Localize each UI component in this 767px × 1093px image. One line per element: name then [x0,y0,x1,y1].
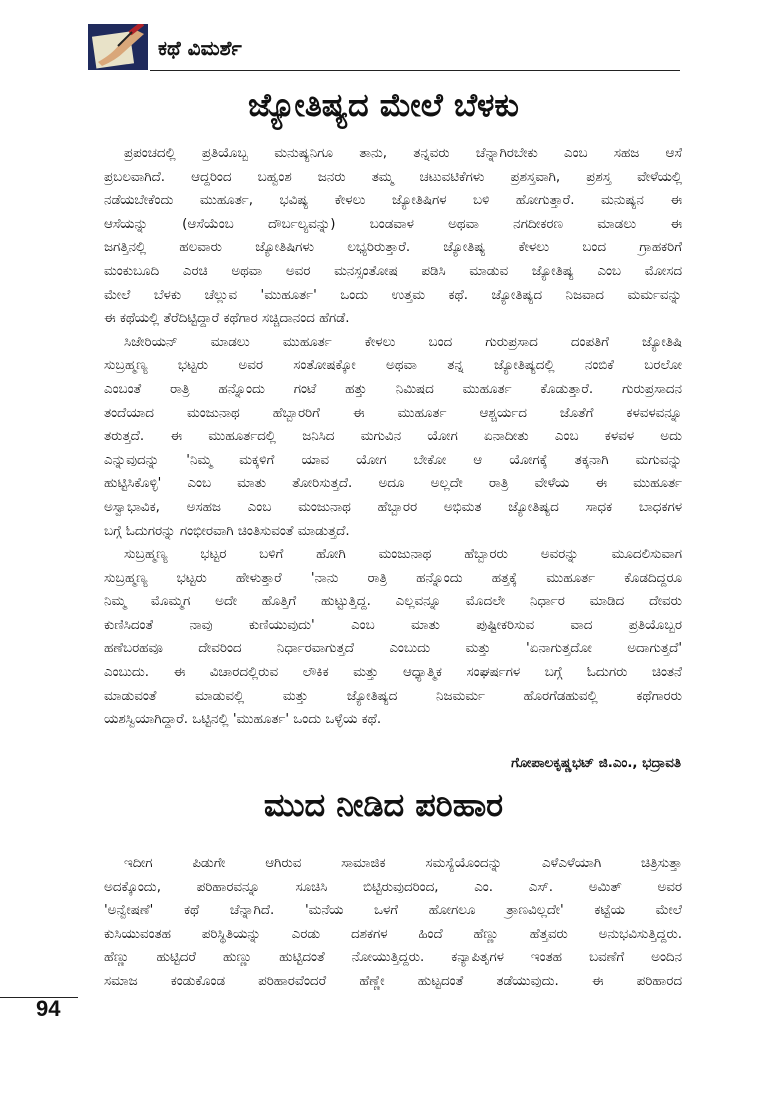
text-line: ಕುಣಿಸಿದಂತೆ ನಾವು ಕುಣಿಯುವುದು' ಎಂಬ ಮಾತು ಪುಷ್ಟೀಕರಿಸುವ ವಾದ ಪ್ರತಿಯೊಬ್ಬರ [104,617,682,633]
page-header [88,24,680,74]
text-line: ನಿಮ್ಮ ಮೊಮ್ಮಗ ಅದೇ ಹೊತ್ತಿಗೆ ಹುಟ್ಟುತ್ತಿದ್ದ. ಎಲ್ಲವನ್ನೂ ಮೊದಲೇ ನಿರ್ಧಾರ ಮಾಡಿದ ದೇವರು [104,594,682,610]
text-line: ಬಗ್ಗೆ ಓದುಗರನ್ನು ಗಂಭೀರವಾಗಿ ಚಿಂತಿಸುವಂತೆ ಮಾಡುತ್ತದೆ. [104,523,350,539]
text-line: 'ಅನ್ವೇಷಣೆ' ಕಥೆ ಚೆನ್ನಾಗಿದೆ. 'ಮನೆಯ ಒಳಗೆ ಹೋಗಲೂ ತ್ರಾಣವಿಲ್ಲದೇ' ಕಟ್ಟೆಯ ಮೇಲೆ [104,903,682,919]
article-title: ಜ್ಯೋತಿಷ್ಯದ ಮೇಲೆ ಬೆಳಕು [248,86,519,124]
text-line: ಸುಬ್ರಹ್ಮಣ್ಯ ಭಟ್ಟರು ಹೇಳುತ್ತಾರೆ 'ನಾನು ರಾತ್ರಿ ಹನ್ನೊಂದು ಹತ್ತಕ್ಕೆ ಮುಹೂರ್ತ ಕೊಡದಿದ್ದರೂ [104,570,682,586]
article-body [104,142,682,732]
text-line: ಮಂಕುಬೂದಿ ಎರಚಿ ಅಥವಾ ಅವರ ಮನಸ್ಸಂತೋಷ ಪಡಿಸಿ ಮಾಡುವ ಜ್ಯೋತಿಷ್ಯ ಎಂಬ ಮೋಸದ [104,263,682,279]
text-line: ಸುಬ್ರಹ್ಮಣ್ಯ ಭಟ್ಟರು ಅವರ ಸಂತೋಷಕ್ಕೋ ಅಥವಾ ತನ್ನ ಜ್ಯೋತಿಷ್ಯದಲ್ಲಿ ನಂಬಿಕೆ ಬರಲೋ [104,358,682,374]
text-line: ಮಾಡುವಂತೆ ಮಾಡುವಲ್ಲಿ ಮತ್ತು ಜ್ಯೋತಿಷ್ಯದ ನಿಜಮರ್ಮ ಹೊರಗೆಡಹುವಲ್ಲಿ ಕಥೆಗಾರರು [104,688,682,704]
text-line: ತರುತ್ತದೆ. ಈ ಮುಹೂರ್ತದಲ್ಲಿ ಜನಿಸಿದ ಮಗುವಿನ ಯೋಗ ಏನಾದೀತು ಎಂಬ ಕಳವಳ ಅದು [104,429,682,445]
text-line: ಈ ಕಥೆಯಲ್ಲಿ ತೆರೆದಿಟ್ಟಿದ್ದಾರೆ ಕಥೆಗಾರ ಸಚ್ಚಿದಾನಂದ ಹೆಗಡೆ. [104,311,350,327]
text-line: ಕುಸಿಯುವಂತಹ ಪರಿಸ್ಥಿತಿಯನ್ನು ಎರಡು ದಶಕಗಳ ಹಿಂದೆ ಹೆಣ್ಣು ಹೆತ್ತವರು ಅನುಭವಿಸುತ್ತಿದ್ದರು. [104,926,682,942]
text-line: ನಡೆಯಬೇಕೆಂದು ಮುಹೂರ್ತ, ಭವಿಷ್ಯ ಕೇಳಲು ಜ್ಯೋತಿಷಿಗಳ ಬಳಿ ಹೋಗುತ್ತಾರೆ. ಮನುಷ್ಯನ ಈ [104,193,682,209]
writing-hand-icon [88,24,148,70]
text-line: ಪ್ರಪಂಚದಲ್ಲಿ ಪ್ರತಿಯೊಬ್ಬ ಮನುಷ್ಯನಿಗೂ ತಾನು, ತನ್ನವರು ಚೆನ್ನಾಗಿರಬೇಕು ಎಂಬ ಸಹಜ ಆಸೆ [124,146,682,161]
text-line: ಸಮಾಜ ಕಂಡುಕೊಂಡ ಪರಿಹಾರವೆಂದರೆ ಹೆಣ್ಣೇ ಹುಟ್ಟದಂತೆ ತಡೆಯುವುದು. ಈ ಪರಿಹಾರದ [104,973,682,989]
text-line: ಎಂಬುದು. ಈ ವಿಚಾರದಲ್ಲಿರುವ ಲೌಕಿಕ ಮತ್ತು ಆಧ್ಯಾತ್ಮಿಕ ಸಂಘರ್ಷಗಳ ಬಗ್ಗೆ ಓದುಗರು ಚಿಂತನೆ [104,665,682,681]
text-line: ಹುಟ್ಟಿಸಿಕೊಳ್ಳಿ' ಎಂಬ ಮಾತು ತೋರಿಸುತ್ತದೆ. ಅದೂ ಅಲ್ಲದೇ ರಾತ್ರಿ ವೇಳೆಯ ಈ ಮುಹೂರ್ತ [104,476,682,492]
text-line: ಎನ್ನುವುದನ್ನು 'ನಿಮ್ಮ ಮಕ್ಕಳಿಗೆ ಯಾವ ಯೋಗ ಬೇಕೋ ಆ ಯೋಗಕ್ಕೆ ತಕ್ಕನಾಗಿ ಮಗುವನ್ನು [104,452,682,468]
page-number: 94 [36,996,61,1021]
text-line: ಆಸೆಯನ್ನು (ಆಸೆಯೆಂಬ ದೌರ್ಬಲ್ಯವನ್ನು) ಬಂಡವಾಳ ಅಥವಾ ನಗದೀಕರಣ ಮಾಡಲು ಈ [104,216,682,232]
text-line: ಯಶಸ್ವಿಯಾಗಿದ್ದಾರೆ. ಒಟ್ಟಿನಲ್ಲಿ 'ಮುಹೂರ್ತ' ಒಂದು ಒಳ್ಳೆಯ ಕಥೆ. [104,712,382,728]
text-line: ಅಸ್ವಾಭಾವಿಕ, ಅಸಹಜ ಎಂಬ ಮಂಜುನಾಥ ಹೆಬ್ಬಾರರ ಅಭಿಮತ ಜ್ಯೋತಿಷ್ಯದ ಸಾಧಕ ಬಾಧಕಗಳ [104,499,682,515]
text-line: ಎಂಬಂತೆ ರಾತ್ರಿ ಹನ್ನೊಂದು ಗಂಟೆ ಹತ್ತು ನಿಮಿಷದ ಮುಹೂರ್ತ ಕೊಡುತ್ತಾರೆ. ಗುರುಪ್ರಸಾದನ [104,381,682,397]
article-body [104,852,682,994]
text-line: ಹಣೆಬರಹವೂ ದೇವರಿಂದ ನಿರ್ಧಾರವಾಗುತ್ತದೆ ಎಂಬುದು ಮತ್ತು 'ಏನಾಗುತ್ತದೋ ಅದಾಗುತ್ತದೆ' [104,641,682,657]
author-byline: ಗೋಪಾಲಕೃಷ್ಣಭಟ್ ಜಿ.ಎಂ., ಭದ್ರಾವತಿ [511,756,681,771]
header-rule [150,70,680,71]
text-line: ತಂದೆಯಾದ ಮಂಜುನಾಥ ಹೆಬ್ಬಾರರಿಗೆ ಈ ಮುಹೂರ್ತ ಆಶ್ಚರ್ಯದ ಜೊತೆಗೆ ಕಳವಳವನ್ನೂ [104,405,682,421]
text-line: ಇದೀಗ ಪಿಡುಗೇ ಆಗಿರುವ ಸಾಮಾಜಿಕ ಸಮಸ್ಯೆಯೊಂದನ್ನು ಎಳೆಎಳೆಯಾಗಿ ಚಿತ್ರಿಸುತ್ತಾ [124,856,682,871]
article-title: ಮುದ ನೀಡಿದ ಪರಿಹಾರ [263,786,504,824]
text-line: ಮೇಲೆ ಬೆಳಕು ಚೆಲ್ಲುವ 'ಮುಹೂರ್ತ' ಒಂದು ಉತ್ತಮ ಕಥೆ. ಜ್ಯೋತಿಷ್ಯದ ನಿಜವಾದ ಮರ್ಮವನ್ನು [104,287,682,303]
text-line: ಜಗತ್ತಿನಲ್ಲಿ ಹಲವಾರು ಜ್ಯೋತಿಷಿಗಳು ಲಭ್ಯರಿರುತ್ತಾರೆ. ಜ್ಯೋತಿಷ್ಯ ಕೇಳಲು ಬಂದ ಗ್ರಾಹಕರಿಗೆ [104,240,682,256]
text-line: ಹೆಣ್ಣು ಹುಟ್ಟಿದರೆ ಹುಣ್ಣು ಹುಟ್ಟಿದಂತೆ ನೋಯುತ್ತಿದ್ದರು. ಕನ್ಯಾಪಿತೃಗಳ ಇಂತಹ ಬವಣೆಗೆ ಅಂದಿನ [104,950,682,966]
text-line: ಪ್ರಬಲವಾಗಿದೆ. ಆದ್ದರಿಂದ ಬಹ್ವಂಶ ಜನರು ತಮ್ಮ ಚಟುವಟಿಕೆಗಳು ಪ್ರಶಸ್ತವಾಗಿ, ಪ್ರಶಸ್ತ ವೇಳೆಯಲ್ಲಿ [104,169,682,185]
text-line: ಅದಕ್ಕೊಂದು, ಪರಿಹಾರವನ್ನೂ ಸೂಚಿಸಿ ಬಿಟ್ಟಿರುವುದರಿಂದ, ಎಂ. ಎಸ್. ಅಮಿತ್ ಅವರ [104,879,682,895]
text-line: ಸಿಜೇರಿಯನ್ ಮಾಡಲು ಮುಹೂರ್ತ ಕೇಳಲು ಬಂದ ಗುರುಪ್ರಸಾದ ದಂಪತಿಗೆ ಜ್ಯೋತಿಷಿ [124,334,682,350]
text-line: ಸುಬ್ರಹ್ಮಣ್ಯ ಭಟ್ಟರ ಬಳಿಗೆ ಹೋಗಿ ಮಂಜುನಾಥ ಹೆಬ್ಬಾರರು ಅವರನ್ನು ಮೂದಲಿಸುವಾಗ [124,547,682,563]
section-title: ಕಥೆ ವಿಮರ್ಶೆ [158,36,242,60]
